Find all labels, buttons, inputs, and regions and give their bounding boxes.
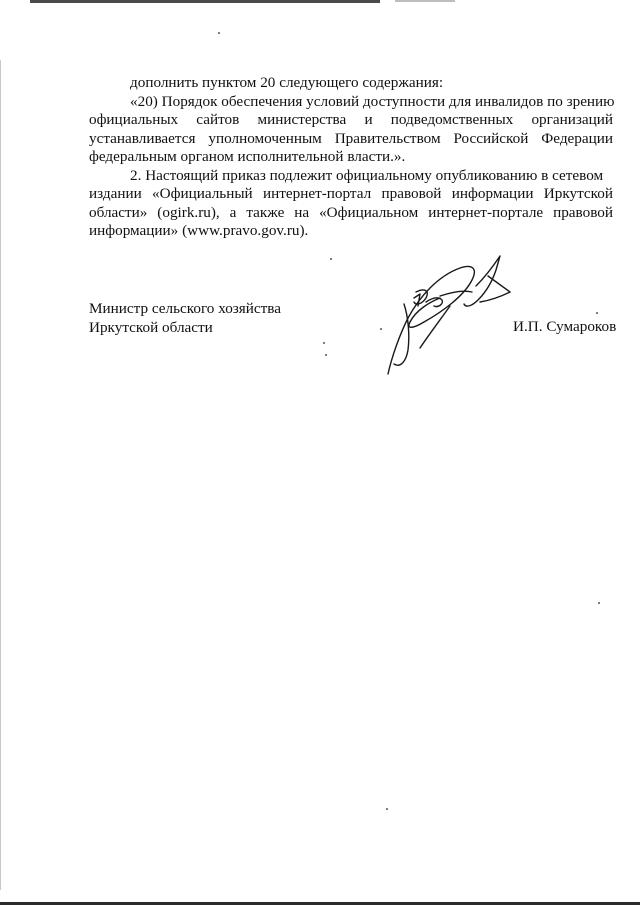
- position-title: Министр сельского хозяйства: [89, 300, 282, 317]
- position-region: Иркутской области: [89, 318, 213, 336]
- scan-speck: [596, 312, 598, 314]
- paragraph-line: области» (ogirk.ru), а также на «Официальном интернет-портале правовой: [89, 203, 613, 221]
- scan-edge-left: [0, 60, 1, 890]
- scan-speck: [598, 602, 600, 604]
- paragraph-line: информации» (www.pravo.gov.ru).: [89, 222, 309, 239]
- signatory-position: [89, 300, 281, 337]
- scan-speck: [330, 258, 332, 260]
- paragraph-line: 2. Настоящий приказ подлежит официальному опубликованию в сетевом: [130, 166, 604, 184]
- scan-speck: [218, 32, 220, 34]
- paragraph-line: официальных сайтов министерства и подведомственных организаций: [89, 111, 613, 128]
- paragraph-line: дополнить пунктом 20 следующего содержания:: [130, 74, 444, 91]
- scan-speck: [380, 328, 382, 330]
- scan-speck: [386, 808, 388, 810]
- paragraph-line: устанавливается уполномоченным Правительством Российской Федерации: [89, 129, 613, 147]
- scan-edge-top-faint: [395, 0, 455, 2]
- scan-speck: [323, 342, 325, 344]
- handwritten-signature: [380, 246, 530, 378]
- paragraph-line: федеральным органом исполнительной власти.».: [89, 148, 406, 165]
- scan-edge-top: [30, 0, 380, 3]
- scan-speck: [325, 354, 327, 356]
- document-body: [89, 74, 613, 241]
- signer-name: И.П. Сумароков: [513, 318, 617, 335]
- paragraph-line: «20) Порядок обеспечения условий доступности для инвалидов по зрению: [130, 92, 615, 110]
- paragraph-line: издании «Официальный интернет-портал правовой информации Иркутской: [89, 185, 613, 202]
